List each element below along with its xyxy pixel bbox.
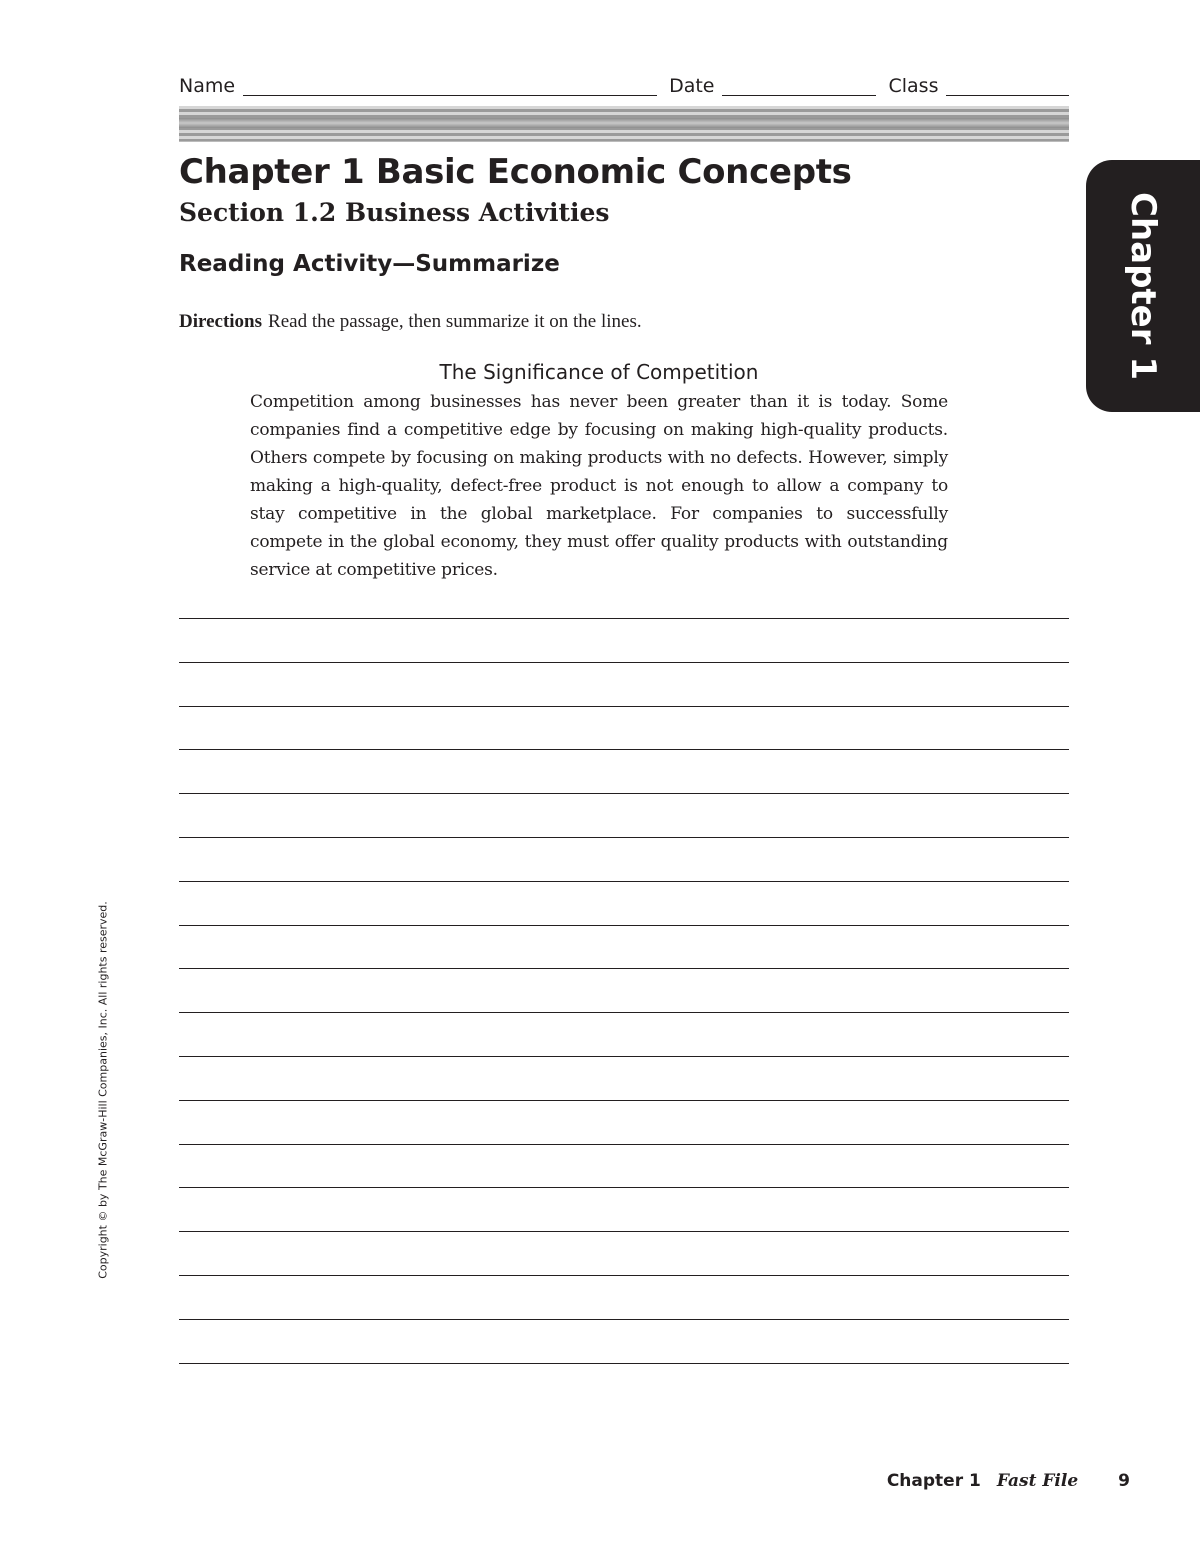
answer-line[interactable] [179, 618, 1069, 619]
answer-line[interactable] [179, 1319, 1069, 1320]
activity-title: Reading Activity—Summarize [179, 251, 560, 277]
answer-line[interactable] [179, 1231, 1069, 1232]
footer-book-title: Fast File [996, 1471, 1079, 1491]
answer-line[interactable] [179, 925, 1069, 926]
answer-line[interactable] [179, 881, 1069, 882]
chapter-tab-label: Chapter 1 [1123, 191, 1163, 381]
answer-line[interactable] [179, 837, 1069, 838]
answer-line[interactable] [179, 968, 1069, 969]
answer-line[interactable] [179, 793, 1069, 794]
directions-text: Read the passage, then summarize it on the lines. [268, 311, 642, 332]
answer-line[interactable] [179, 1144, 1069, 1145]
page-footer [820, 1468, 1130, 1494]
date-label: Date [669, 75, 715, 97]
answer-line[interactable] [179, 1056, 1069, 1057]
answer-line[interactable] [179, 706, 1069, 707]
passage-body: Competition among businesses has never been greater than it is today. Some companies find a competitive edge by focusing on making high-quality products. Others compete by focusing on making products with no defects. However, simply making a high-quality, defect-free product is not enough to allow a company to stay competitive in the global marketplace. For companies to successfully compete in the global economy, they must offer quality products with outstanding service at competitive prices. [250, 392, 948, 580]
chapter-title: Chapter 1 Basic Economic Concepts [179, 152, 852, 192]
directions-label: Directions [179, 311, 263, 332]
page-number: 9 [1118, 1471, 1130, 1491]
chapter-side-tab [1086, 160, 1200, 412]
answer-line[interactable] [179, 1012, 1069, 1013]
footer-chapter: Chapter 1 [886, 1471, 981, 1491]
name-label: Name [179, 75, 236, 97]
answer-line[interactable] [179, 749, 1069, 750]
copyright-notice: Copyright © by The McGraw-Hill Companies, Inc. All rights reserved. [96, 901, 110, 1279]
answer-line[interactable] [179, 1363, 1069, 1364]
section-title: Section 1.2 Business Activities [179, 198, 610, 227]
passage-title: The Significance of Competition [439, 360, 759, 384]
class-label: Class [888, 75, 939, 97]
answer-line[interactable] [179, 1187, 1069, 1188]
answer-line[interactable] [179, 662, 1069, 663]
answer-line[interactable] [179, 1100, 1069, 1101]
answer-line[interactable] [179, 1275, 1069, 1276]
answer-lines [179, 0, 1069, 1400]
